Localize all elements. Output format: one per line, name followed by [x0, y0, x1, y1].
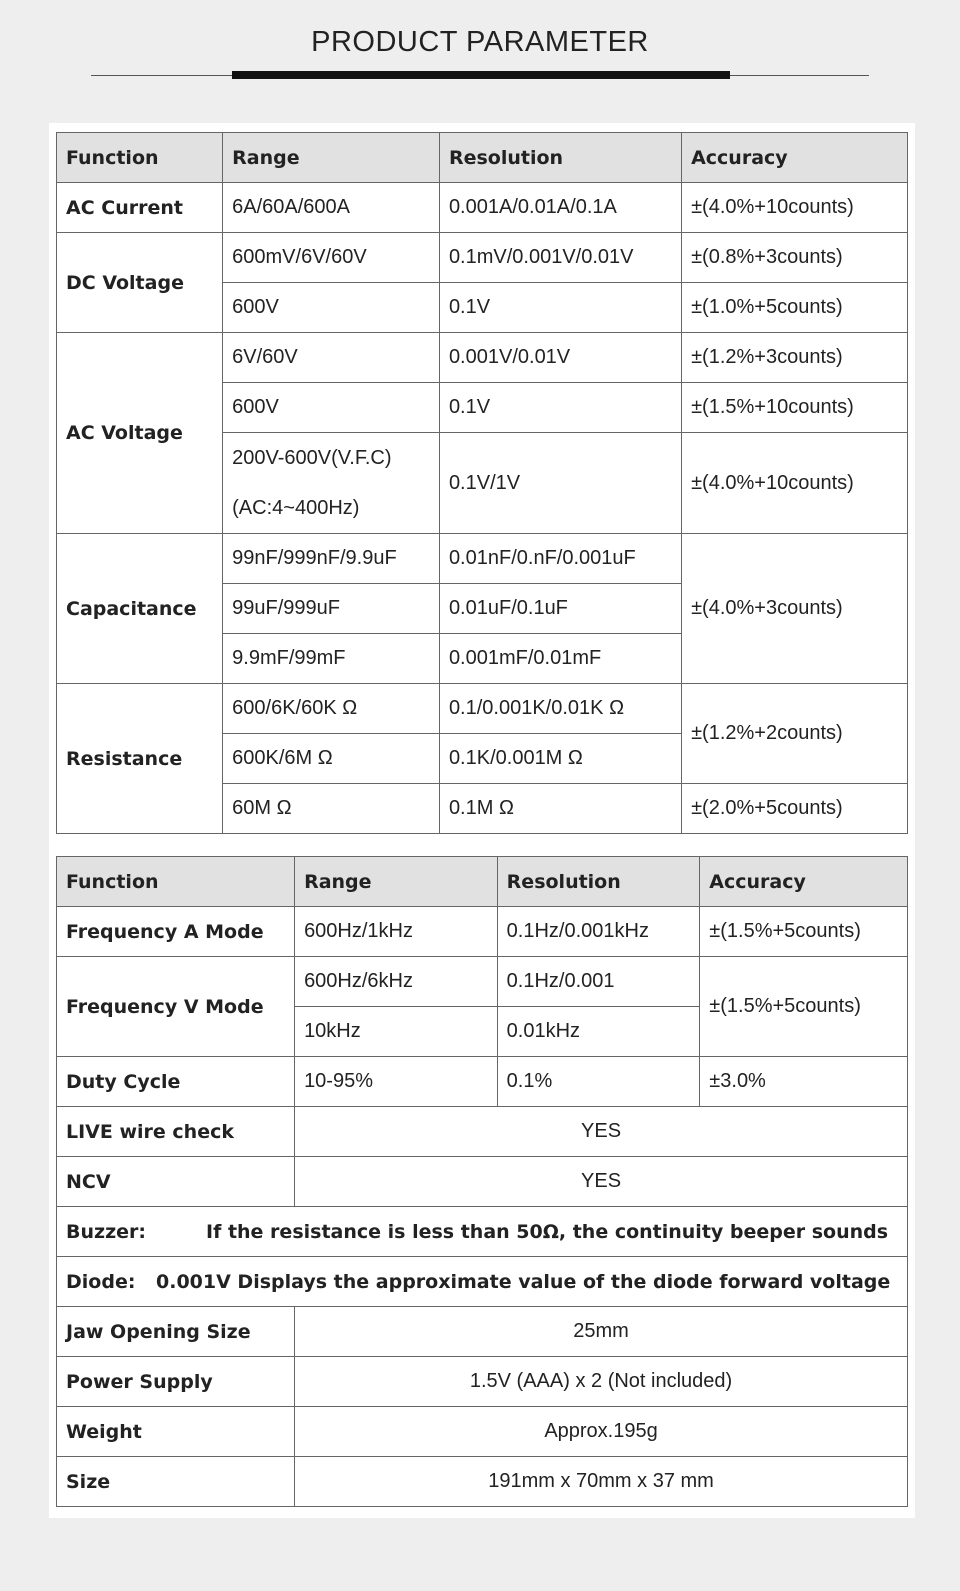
accuracy-cell: ±(1.5%+5counts): [700, 907, 908, 957]
range-cell: 600V: [223, 283, 440, 333]
diode-note: [57, 1257, 908, 1307]
resolution-cell: 0.1%: [497, 1057, 700, 1107]
table-header-row: [57, 857, 908, 907]
function-live-wire-check: LIVE wire check: [57, 1107, 295, 1157]
resolution-cell: 0.1Hz/0.001kHz: [497, 907, 700, 957]
table-row: [57, 1307, 908, 1357]
header-function: Function: [57, 857, 295, 907]
table-row: [57, 534, 908, 584]
range-cell: 600Hz/6kHz: [295, 957, 498, 1007]
header-resolution: Resolution: [497, 857, 700, 907]
value-cell: Approx.195g: [295, 1407, 908, 1457]
buzzer-note: [57, 1207, 908, 1257]
function-frequency-v: Frequency V Mode: [57, 957, 295, 1057]
accuracy-cell: ±(1.0%+5counts): [682, 283, 908, 333]
header-accuracy: Accuracy: [682, 133, 908, 183]
accuracy-cell: ±(1.2%+2counts): [682, 684, 908, 784]
table-row: [57, 1257, 908, 1307]
table-row: [57, 183, 908, 233]
function-ac-current: AC Current: [57, 183, 223, 233]
header-function: Function: [57, 133, 223, 183]
table-row: [57, 1357, 908, 1407]
table-header-row: [57, 133, 908, 183]
resolution-cell: 0.1V: [439, 283, 681, 333]
header-accuracy: Accuracy: [700, 857, 908, 907]
resolution-cell: 0.01kHz: [497, 1007, 700, 1057]
function-weight: Weight: [57, 1407, 295, 1457]
resolution-cell: 0.001A/0.01A/0.1A: [439, 183, 681, 233]
function-ac-voltage: AC Voltage: [57, 333, 223, 534]
range-cell: 6A/60A/600A: [223, 183, 440, 233]
resolution-cell: 0.01nF/0.nF/0.001uF: [439, 534, 681, 584]
table-row: [57, 957, 908, 1007]
resolution-cell: 0.1M Ω: [439, 784, 681, 834]
spec-table-general: [56, 856, 908, 1507]
accuracy-cell: ±(4.0%+10counts): [682, 183, 908, 233]
resolution-cell: 0.01uF/0.1uF: [439, 584, 681, 634]
table-row: [57, 1107, 908, 1157]
resolution-cell: 0.1mV/0.001V/0.01V: [439, 233, 681, 283]
table-row: [57, 333, 908, 383]
resolution-cell: 0.1V/1V: [439, 433, 681, 534]
page-title: PRODUCT PARAMETER: [311, 26, 649, 58]
table-row: [57, 1457, 908, 1507]
resolution-cell: 0.001mF/0.01mF: [439, 634, 681, 684]
range-note: (AC:4~400Hz): [232, 497, 360, 519]
range-cell: 10kHz: [295, 1007, 498, 1057]
accuracy-cell: ±(4.0%+10counts): [682, 433, 908, 534]
value-cell: 25mm: [295, 1307, 908, 1357]
buzzer-text: If the resistance is less than 50Ω, the continuity beeper sounds: [206, 1220, 889, 1243]
header-resolution: Resolution: [439, 133, 681, 183]
range-cell: 600Hz/1kHz: [295, 907, 498, 957]
header-range: Range: [223, 133, 440, 183]
title-underline-bar: [232, 71, 730, 79]
function-jaw-opening: Jaw Opening Size: [57, 1307, 295, 1357]
function-power-supply: Power Supply: [57, 1357, 295, 1407]
function-dc-voltage: DC Voltage: [57, 233, 223, 333]
value-cell: 1.5V (AAA) x 2 (Not included): [295, 1357, 908, 1407]
buzzer-label: Buzzer:: [66, 1220, 146, 1243]
table-row: [57, 1057, 908, 1107]
function-duty-cycle: Duty Cycle: [57, 1057, 295, 1107]
table-row: [57, 233, 908, 283]
table-row: [57, 1157, 908, 1207]
function-frequency-a: Frequency A Mode: [57, 907, 295, 957]
range-cell: 10-95%: [295, 1057, 498, 1107]
resolution-cell: 0.1Hz/0.001: [497, 957, 700, 1007]
header-range: Range: [295, 857, 498, 907]
resolution-cell: 0.1/0.001K/0.01K Ω: [439, 684, 681, 734]
spec-table-measurements: [56, 132, 908, 834]
function-size: Size: [57, 1457, 295, 1507]
function-capacitance: Capacitance: [57, 534, 223, 684]
accuracy-cell: ±(1.2%+3counts): [682, 333, 908, 383]
range-cell: 9.9mF/99mF: [223, 634, 440, 684]
accuracy-cell: ±(0.8%+3counts): [682, 233, 908, 283]
diode-text: 0.001V Displays the approximate value of the diode forward voltage: [156, 1270, 891, 1293]
range-cell: [223, 433, 440, 534]
accuracy-cell: ±(1.5%+5counts): [700, 957, 908, 1057]
range-cell: 600mV/6V/60V: [223, 233, 440, 283]
range-cell: 60M Ω: [223, 784, 440, 834]
accuracy-cell: ±3.0%: [700, 1057, 908, 1107]
range-cell: 600K/6M Ω: [223, 734, 440, 784]
function-ncv: NCV: [57, 1157, 295, 1207]
accuracy-cell: ±(2.0%+5counts): [682, 784, 908, 834]
value-cell: YES: [295, 1157, 908, 1207]
table-row: [57, 907, 908, 957]
range-cell: 99uF/999uF: [223, 584, 440, 634]
function-resistance: Resistance: [57, 684, 223, 834]
diode-label: Diode:: [66, 1270, 136, 1293]
range-cell: 99nF/999nF/9.9uF: [223, 534, 440, 584]
value-cell: 191mm x 70mm x 37 mm: [295, 1457, 908, 1507]
table-row: [57, 684, 908, 734]
resolution-cell: 0.1V: [439, 383, 681, 433]
resolution-cell: 0.001V/0.01V: [439, 333, 681, 383]
table-row: [57, 1407, 908, 1457]
range-main: 200V-600V(V.F.C): [232, 447, 392, 469]
accuracy-cell: ±(1.5%+10counts): [682, 383, 908, 433]
resolution-cell: 0.1K/0.001M Ω: [439, 734, 681, 784]
range-cell: 600V: [223, 383, 440, 433]
range-cell: 6V/60V: [223, 333, 440, 383]
accuracy-cell: ±(4.0%+3counts): [682, 534, 908, 684]
value-cell: YES: [295, 1107, 908, 1157]
range-cell: 600/6K/60K Ω: [223, 684, 440, 734]
table-row: [57, 1207, 908, 1257]
